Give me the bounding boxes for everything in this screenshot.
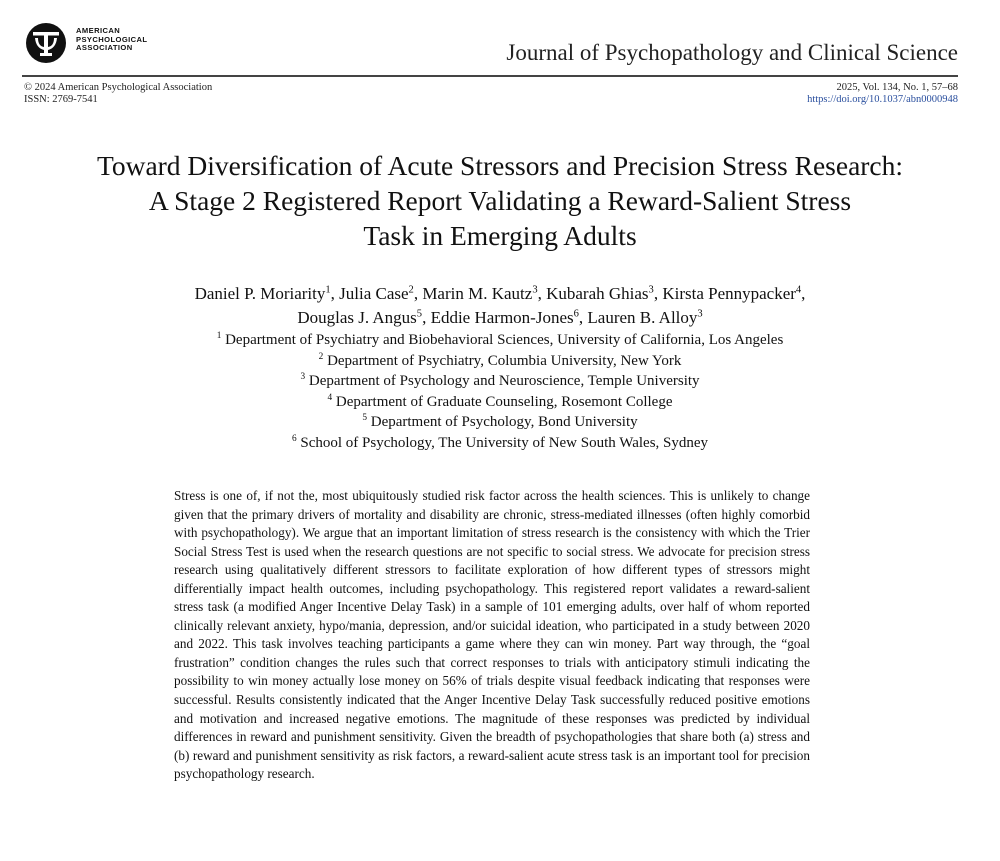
author-affiliation-mark: 4 <box>795 284 802 296</box>
author-affiliation-mark: 3 <box>697 308 703 320</box>
copyright: © 2024 American Psychological Association <box>24 82 213 93</box>
author-name: Douglas J. Angus <box>297 308 417 327</box>
journal-title: Journal of Psychopathology and Clinical Science <box>506 40 958 65</box>
author-affiliation-mark: 6 <box>573 308 579 320</box>
author-line: Daniel P. Moriarity$^1$, Julia Case$^2$, Marin M. Kautz$^3$, Kubarah Ghias$^3$, Kirsta Pennypacker$^4$, <box>194 284 806 303</box>
title-line: Toward Diversification of Acute Stressors and Precision Stress Research: <box>96 150 904 181</box>
affiliation: $^3$ Department of Psychology and Neuroscience, Temple University <box>300 372 700 390</box>
affiliation: $^4$ Department of Graduate Counseling, Rosemont College <box>327 392 673 410</box>
title-line: Task in Emerging Adults <box>363 220 637 251</box>
citation: 2025, Vol. 134, No. 1, 57–68 <box>836 82 958 93</box>
doi-link[interactable]: https://doi.org/10.1037/abn0000948 <box>807 94 958 105</box>
author-affiliation-mark: 1 <box>325 284 331 296</box>
author-line: Douglas J. Angus$^5$, Eddie Harmon-Jones$^6$, Lauren B. Alloy$^3$ <box>297 308 703 327</box>
publication-meta-left <box>24 82 212 106</box>
apa-logo-icon <box>24 22 70 64</box>
apa-logo <box>24 22 194 64</box>
affiliation: $^2$ Department of Psychiatry, Columbia University, New York <box>318 351 682 369</box>
publication-meta-right <box>807 82 958 106</box>
article-title <box>0 148 1000 253</box>
affiliation: $^5$ Department of Psychology, Bond University <box>362 413 638 431</box>
author-name: Kubarah Ghias <box>546 284 649 303</box>
affiliation: $^6$ School of Psychology, The University of New South Wales, Sydney <box>291 433 709 451</box>
author-affiliation-mark: 5 <box>416 308 423 320</box>
apa-logo-wordmark: AMERICAN PSYCHOLOGICAL ASSOCIATION <box>76 26 148 53</box>
author-name: Lauren B. Alloy <box>587 308 698 327</box>
author-name: Daniel P. Moriarity <box>194 284 326 303</box>
author-affiliation-mark: 2 <box>408 284 414 296</box>
author-name: Kirsta Pennypacker <box>662 284 796 303</box>
abstract: Stress is one of, if not the, most ubiquitously studied risk factor across the health sciences. This is unlikely to change given that the primary drivers of mortality and disability are chronic, stress-mediated illnesses (often highly comorbid with psychopathology). We argue that an important limitation of stress research is the consistency with which the Trier Social Stress Test is used when the research questions are not specific to social stress. We advocate for precision stress research using qualitatively different stressors to facilitate exploration of how different types of stressors might differentially impact health outcomes, including psychopathology. This registered report validates a reward-salient stress task (a modified Anger Incentive Delay Task) in a sample of 101 emerging adults, over half of whom reported clinically relevant anxiety, hypo/mania, depression, and/or suicidal ideation, who participated in a study between 2020 and 2022. This task involves teaching participants a game where they can win money. Part way through, the “goal frustration” condition changes the rules such that correct responses to trials with anticipatory stimuli indicating the possibility to win money actually lose money on 56% of trials despite visual feedback indicating that responses were successful. Results consistently indicated that the Anger Incentive Delay Task successfully reduced positive emotions and motivation and increased negative emotions. The magnitude of these responses was predicted by individual differences in reward and punishment sensitivity. Given the breadth of psychopathologies that share both (a) stress and (b) reward and punishment sensitivity as risk factors, a reward-salient acute stress task is an important tool for precision psychopathology research. <box>174 488 810 782</box>
issn: ISSN: 2769-7541 <box>24 94 98 105</box>
author-affiliation-mark: 3 <box>648 284 654 296</box>
author-name: Marin M. Kautz <box>422 284 533 303</box>
title-line: A Stage 2 Registered Report Validating a Reward-Salient Stress <box>148 185 852 216</box>
page-header <box>0 0 1000 110</box>
author-affiliation-mark: 3 <box>532 284 538 296</box>
author-name: Eddie Harmon-Jones <box>430 308 574 327</box>
affiliation-list <box>0 330 1000 454</box>
affiliation: $^1$ Department of Psychiatry and Biobehavioral Sciences, University of California, Los Angeles <box>216 331 784 348</box>
author-list <box>0 282 1000 330</box>
author-name: Julia Case <box>339 284 409 303</box>
header-rule <box>22 75 958 77</box>
